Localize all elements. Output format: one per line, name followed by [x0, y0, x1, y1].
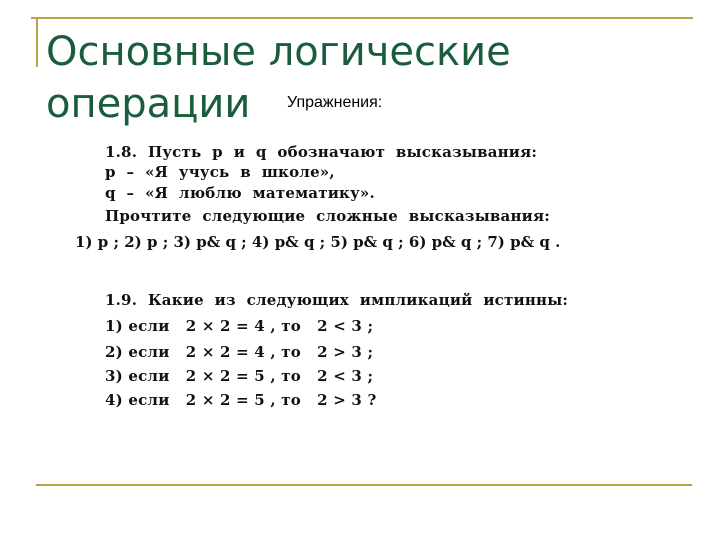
exercise-1-9-item-3: 3) если 2 × 2 = 5 , то 2 < 3 ;	[105, 367, 374, 385]
exercise-1-8-formula-row: 1) p ; 2) p ; 3) p& q ; 4) p& q ; 5) p& q ; 6) p& q ; 7) p& q .	[75, 233, 561, 251]
top-rule	[31, 17, 693, 19]
exercise-1-8-instruction: Прочтите следующие сложные высказывания:	[105, 207, 550, 225]
bottom-rule	[36, 484, 692, 486]
left-rule	[36, 17, 38, 67]
exercise-1-9-heading: 1.9. Какие из следующих импликаций истинны:	[105, 291, 569, 309]
exercise-1-9-item-2: 2) если 2 × 2 = 4 , то 2 > 3 ;	[105, 343, 374, 361]
exercise-1-8-statement-q: q – «Я люблю математику».	[105, 184, 375, 202]
exercise-1-8-statement-p: p – «Я учусь в школе»,	[105, 163, 335, 181]
title-line-2: операции	[46, 81, 251, 127]
exercise-1-9-item-1: 1) если 2 × 2 = 4 , то 2 < 3 ;	[105, 317, 374, 335]
slide-title	[46, 26, 511, 130]
exercise-1-8-heading: 1.8. Пусть p и q обозначают высказывания:	[105, 143, 538, 161]
title-line-1: Основные логические	[46, 29, 511, 75]
slide-subtitle: Упражнения:	[287, 94, 383, 111]
exercise-1-9-item-4: 4) если 2 × 2 = 5 , то 2 > 3 ?	[105, 391, 377, 409]
